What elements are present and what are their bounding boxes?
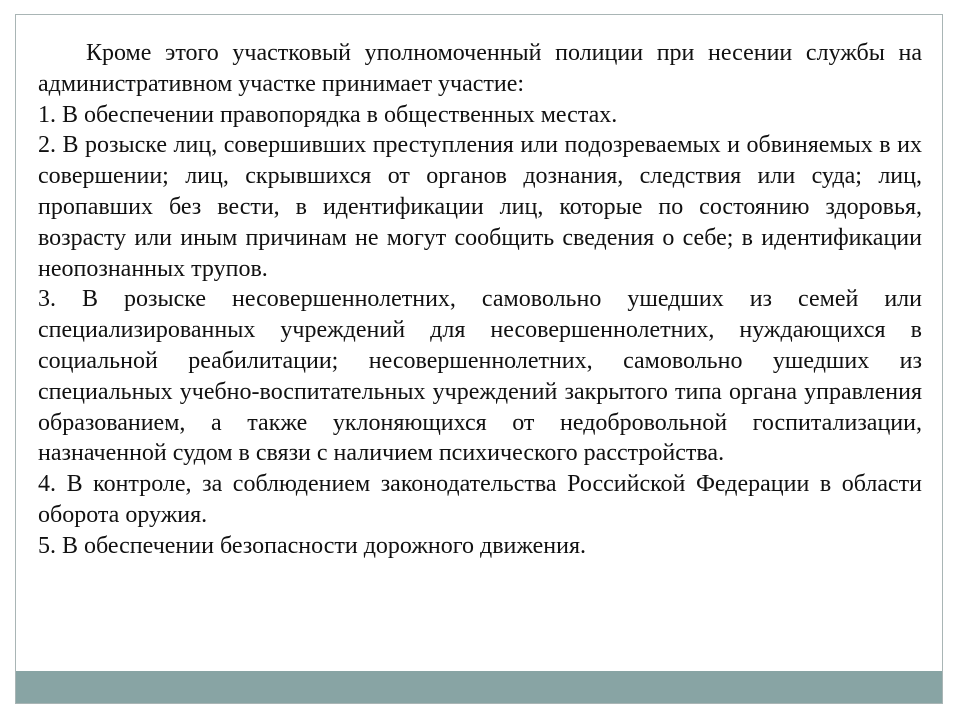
footer-bar: [16, 671, 942, 703]
list-item-3: 3. В розыске несовершеннолетних, самовольно ушедших из семей или специализированных учреждений для несовершеннолетних, нуждающихся в социальной реабилитации; несовершеннолетних, самовольно ушедших из специальных учебно-воспитательных учреждений закрытого типа органа управления образованием, а также уклоняющихся от недобровольной госпитализации, назначенной судом в связи с наличием психического расстройства.: [38, 286, 922, 467]
list-item-1: 1. В обеспечении правопорядка в общественных местах.: [38, 101, 618, 128]
intro-paragraph: Кроме этого участковый уполномоченный полиции при несении службы на административном участке принимает участие:: [38, 40, 922, 97]
slide-body-text: [38, 38, 922, 562]
list-item-4: 4. В контроле, за соблюдением законодательства Российской Федерации в области оборота оружия.: [38, 471, 922, 528]
list-item-5: 5. В обеспечении безопасности дорожного движения.: [38, 532, 587, 559]
list-item-2: 2. В розыске лиц, совершивших преступления или подозреваемых и обвиняемых в их совершении; лиц, скрывшихся от органов дознания, следствия или суда; лиц, пропавших без вести, в идентификации лиц, которые по состоянию здоровья, возрасту или иным причинам не могут сообщить сведения о себе; в идентификации неопознанных трупов.: [38, 132, 922, 282]
